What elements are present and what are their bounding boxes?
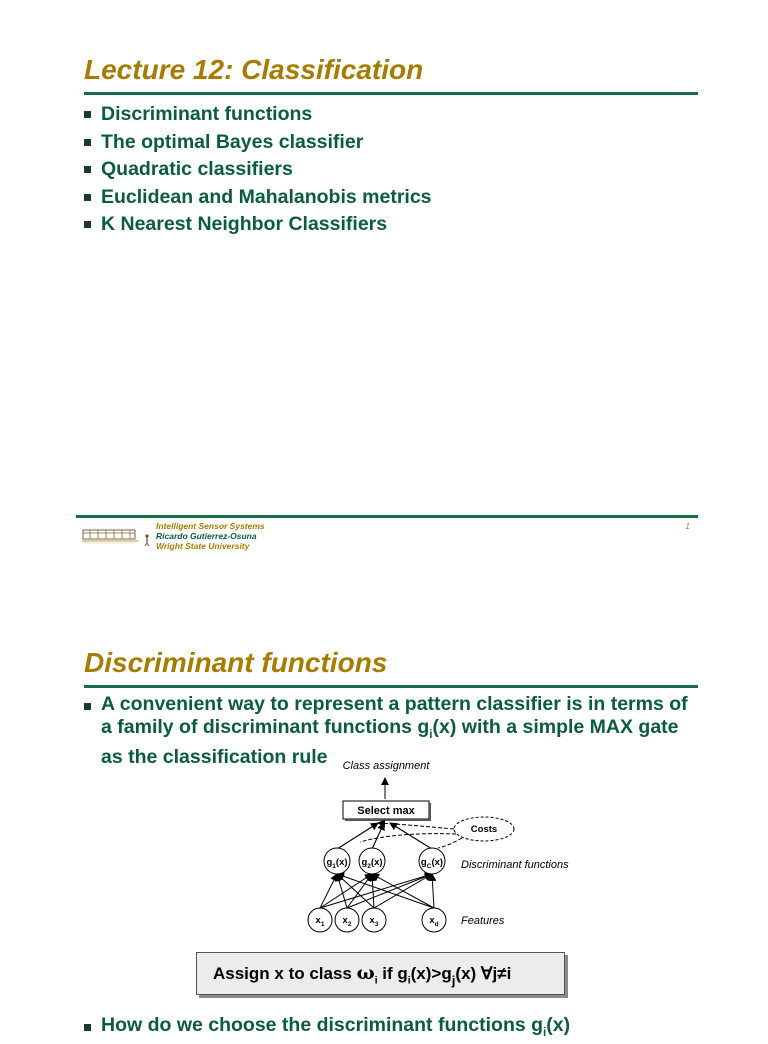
feature-node	[335, 908, 359, 932]
class-assignment-label: Class assignment	[342, 760, 430, 772]
costs-arrow	[378, 823, 454, 829]
discriminant-node	[359, 848, 385, 874]
intro-paragraph: A convenient way to represent a pattern classifier is in terms of a family of discriminant functions $g_i(x)$ with a simple MAX gate as the classification rule	[84, 693, 701, 769]
feature-edges	[320, 874, 434, 908]
feature-node	[362, 908, 386, 932]
svg-text:x3: $x_3$	[369, 915, 379, 928]
page-number: 1	[685, 521, 690, 531]
svg-text:x1: $x_1$	[315, 915, 325, 928]
bullet-item: Euclidean and Mahalanobis metrics	[84, 184, 694, 212]
discriminant-node	[324, 848, 350, 874]
discriminant-functions-label: Discriminant functions	[461, 859, 569, 871]
next-bullet: How do we choose the discriminant functions $g_i(x)$	[84, 1014, 570, 1044]
decision-rule: Assign x to class $\omega_i$ if $g_i(x)>g_j(x)$ ∀j≠i	[213, 962, 512, 988]
bullet-square-icon	[84, 1024, 91, 1031]
svg-text:gC(x): $g_C(x)$	[420, 857, 444, 870]
costs-label: Costs	[470, 824, 498, 835]
bullet-item: Discriminant functions	[84, 101, 694, 129]
bullet-item: K Nearest Neighbor Classifiers	[84, 211, 694, 239]
svg-text:x2: $x_2$	[342, 915, 352, 928]
costs-link	[360, 834, 456, 842]
select-max-label: Select max	[357, 805, 415, 817]
slide2-title: Discriminant functions	[84, 647, 388, 678]
discriminant-node	[419, 848, 445, 874]
footer-line-2: Ricardo Gutierrez-Osuna	[156, 531, 257, 541]
feature-node	[422, 908, 446, 932]
bullet-item: Quadratic classifiers	[84, 156, 694, 184]
svg-text:g2(x): $g_2(x)$	[361, 857, 383, 870]
footer-line-3: Wright State University	[156, 541, 250, 551]
decision-rule-box	[196, 952, 565, 995]
slide1-title: Lecture 12: Classification	[84, 54, 424, 85]
feature-node	[308, 908, 332, 932]
svg-text:g1(x): $g_1(x)$	[326, 857, 348, 870]
bullet-item: The optimal Bayes classifier	[84, 129, 694, 157]
svg-text:xd: $x_d$	[429, 915, 439, 928]
footer-line-1: Intelligent Sensor Systems	[156, 521, 265, 531]
features-label: Features	[461, 915, 505, 927]
costs-link	[438, 838, 462, 848]
